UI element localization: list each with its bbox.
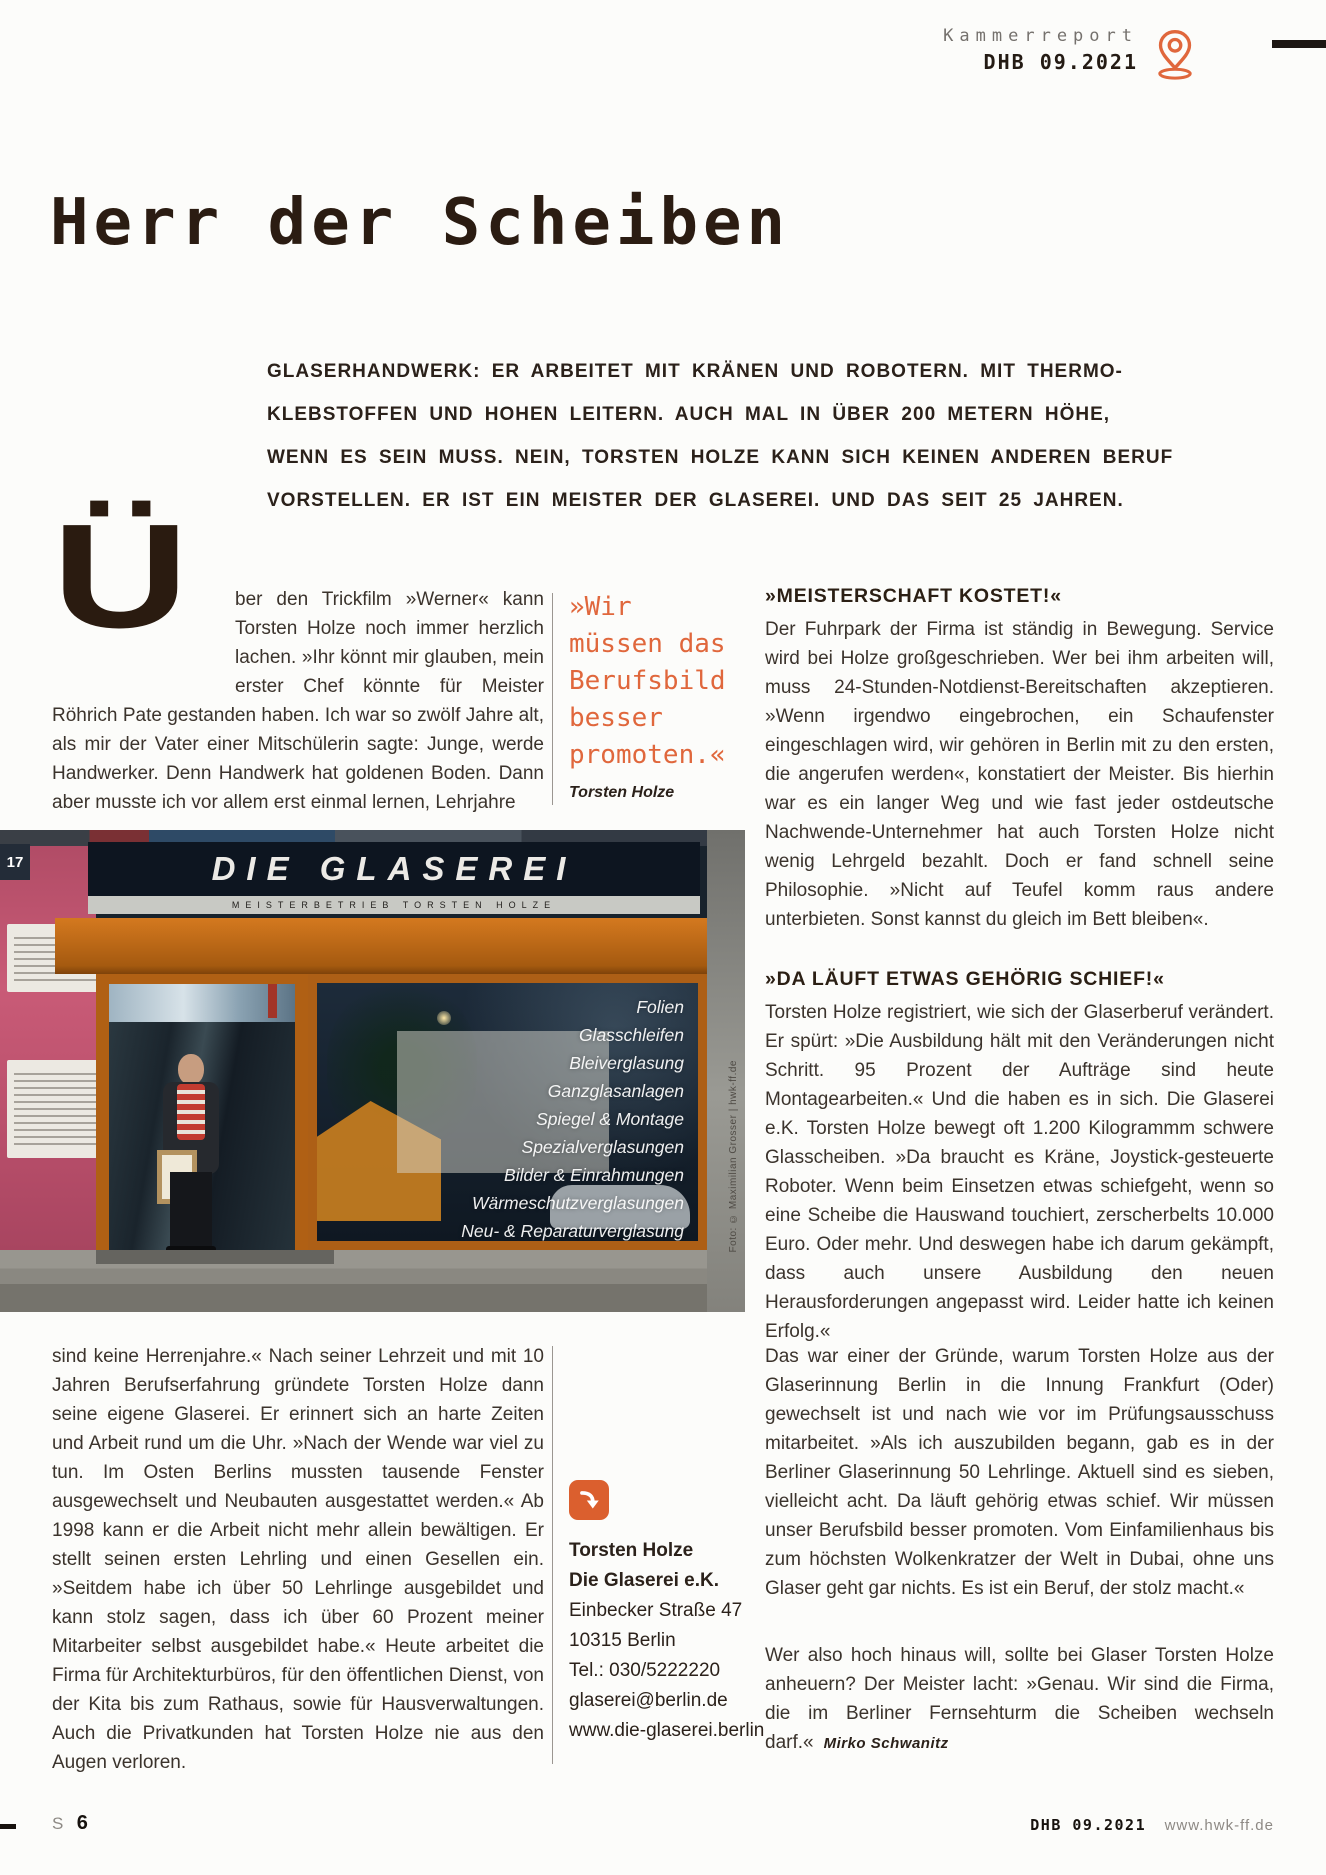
section-heading: »MEISTERSCHAFT KOSTET!« — [765, 585, 1062, 607]
window-service-list — [461, 993, 684, 1245]
service-item: Bleiverglasung — [569, 1053, 684, 1073]
article-headline: Herr der Scheiben — [50, 186, 791, 260]
quote-line: besser — [569, 703, 663, 733]
footer-rule — [0, 1824, 16, 1829]
service-item: Bilder & Einrahmungen — [504, 1165, 684, 1185]
service-item: Neu- & Reparaturverglasung — [461, 1221, 684, 1241]
service-item: Spiegel & Montage — [536, 1109, 684, 1129]
issue-label: DHB 09.2021 — [983, 50, 1138, 74]
storefront-photo — [0, 830, 745, 1312]
footer-issue — [1030, 1816, 1274, 1835]
pull-quote — [569, 589, 765, 774]
corner-rule — [1272, 40, 1326, 48]
column-divider — [552, 1346, 553, 1764]
service-item: Spezialverglasungen — [521, 1137, 684, 1157]
section-body: Torsten Holze registriert, wie sich der Glaserberuf verändert. Er spürt: »Die Ausbildung hält mit den Veränderungen nicht Schritt. 95 Prozent der Aufträge sind heute Montagearbeiten.« Und die haben es in sich. Die Glaserei e.K. Torsten Holze bewegt oft 1.200 Kilogrammm schwere Glasscheiben. »Da braucht es Kräne, Joystick-gesteuerte Roboter. Wenn beim Einsetzen etwas schiefgeht, wenn so eine Scheibe die Hauswand touchiert, zerscherbelts 10.000 Euro. Oder mehr. Und deswegen habe ich darum gekämpft, dass auch unsere Ausbildung den neuen Herausforderungen angepasst wird. Leider hatte ich keinen Erfolg.« — [765, 1002, 1274, 1342]
house-number-plate: 17 — [0, 844, 30, 880]
person-head — [178, 1054, 204, 1085]
contact-company: Die Glaserei e.K. — [569, 1570, 719, 1591]
section-heading: »DA LÄUFT ETWAS GEHÖRIG SCHIEF!« — [765, 968, 1165, 990]
article-bottom-columns — [52, 1342, 1274, 1802]
shop-sign-subtitle: MEISTERBETRIEB TORSTEN HOLZE — [231, 900, 557, 910]
photo-shop-window — [308, 974, 707, 1250]
photo-small-sign — [7, 1060, 103, 1158]
person-legs — [170, 1172, 212, 1248]
dropcap: Ü — [52, 494, 189, 659]
photo-shop-door — [96, 974, 308, 1250]
article-standfirst — [267, 350, 1227, 522]
photo-credit: Foto: © Maximilian Grosser | hwk-ff.de — [728, 1059, 739, 1252]
door-banner — [268, 984, 277, 1018]
photo-orange-fascia — [55, 918, 707, 974]
service-item: Wärmeschutzverglasungen — [471, 1193, 684, 1213]
curved-arrow-icon — [569, 1480, 609, 1520]
column-closing — [765, 1342, 1274, 1758]
photo-sidewalk — [0, 1250, 707, 1312]
column-divider — [552, 593, 553, 805]
quote-attribution: Torsten Holze — [569, 784, 675, 801]
author-byline: Mirko Schwanitz — [823, 1735, 949, 1752]
pull-quote-column — [569, 585, 765, 802]
opening-text: ber den Trickfilm »Werner« kann Torsten Holze noch immer herzlich lachen. »Ihr könnt mir glauben, mein erster Chef könnte für Meister Röhrich Pate gestanden haben. Ich war so zwölf Jahre alt, als mir der Vater einer Mitschülerin sagte: Junge, werde Handwerker. Denn Handwerk hat goldenen Boden. Dann aber musste ich vor allem erst einmal lernen, Lehrjahre — [52, 589, 544, 813]
footer-page-number: 6 — [76, 1812, 88, 1834]
photo-pink-wall — [0, 846, 96, 1250]
shop-sign-title: DIE GLASEREI — [211, 850, 577, 887]
service-item: Ganzglasanlagen — [547, 1081, 684, 1101]
section-body: Der Fuhrpark der Firma ist ständig in Bewegung. Service wird bei Holze großgeschrieben. Wer bei ihm arbeiten will, muss 24-Stunden-Notdienst-Bereitschaften akzeptieren. »Wenn irgendwo eingebrochen, ein Schaufenster eingeschlagen wird, wir gehören in Berlin mit zu den ersten, die angerufen werden«, konstatiert der Meister. Bis hierhin war es ein langer Weg und wie fast jeder ostdeutsche Nachwende-Unternehmer hat auch Torsten Holze nicht wenig Lehrgeld bezahlt. Doch er fand schnell seine Philosophie. »Nicht auf Teufel komm raus andere unterbieten. Sonst kannst du gleich im Bett bleiben«. — [765, 619, 1274, 930]
column-continuation: sind keine Herrenjahre.« Nach seiner Lehrzeit und mit 10 Jahren Berufserfahrung gründete Torsten Holze dann seine eigene Glaserei. Er erinnert sich an harte Zeiten und Arbeit rund um die Uhr. »Nach der Wende war viel zu tun. Im Osten Berlins mussten tausende Fenster ausgewechselt und Neubauten ausgestattet werden.« Ab 1998 kann er die Arbeit nicht mehr allein bewältigen. Er stellt seinen ersten Lehrling und einen Gesellen ein. »Seitdem habe ich über 50 Lehrlinge ausgebildet und kann stolz sagen, dass ich über 60 Prozent meiner Mitarbeiter selbst ausgebildet habe.« Heute arbeitet die Firma für Architekturbüros, für den öffentlichen Dienst, von der Kita bis zum Rathaus, sowie für Hausverwaltungen. Auch die Privatkunden hat Torsten Holze nie aus den Augen verloren. — [52, 1346, 544, 1773]
column-right — [765, 585, 1274, 1346]
quote-line: »Wir — [569, 592, 632, 622]
column-opening — [52, 494, 544, 817]
quote-line: Berufsbild — [569, 666, 726, 696]
contact-email: glaserei@berlin.de — [569, 1690, 728, 1711]
standfirst-line: VORSTELLEN. ER IST EIN MEISTER DER GLASEREI. UND DAS SEIT 25 JAHREN. — [267, 490, 1124, 511]
photo-person — [157, 1054, 227, 1250]
quote-line: müssen das — [569, 629, 726, 659]
shop-sign — [88, 842, 700, 896]
contact-name: Torsten Holze — [569, 1540, 694, 1561]
contact-website: www.die-glaserei.berlin — [569, 1720, 765, 1741]
standfirst-line: KLEBSTOFFEN UND HOHEN LEITERN. AUCH MAL IN ÜBER 200 METERN HÖHE, — [267, 404, 1111, 425]
standfirst-line: GLASERHANDWERK: ER ARBEITET MIT KRÄNEN UND ROBOTERN. MIT THERMO- — [267, 361, 1123, 382]
location-pin-icon — [1152, 28, 1198, 80]
contact-phone: Tel.: 030/5222220 — [569, 1660, 721, 1681]
service-item: Folien — [636, 997, 684, 1017]
shop-sign-subtitle-strip — [88, 896, 700, 914]
footer-issue-label: DHB 09.2021 — [1030, 1816, 1147, 1834]
footer-page-label: S — [52, 1814, 66, 1833]
photo-step-shadow — [96, 1250, 334, 1264]
photo-right-wall — [707, 830, 745, 1312]
contact-block — [569, 1480, 765, 1746]
standfirst-line: WENN ES SEIN MUSS. NEIN, TORSTEN HOLZE KANN SICH KEINEN ANDEREN BERUF — [267, 447, 1174, 468]
section-kicker: Kammerreport — [943, 26, 1138, 46]
window-lamp-reflection — [437, 1011, 451, 1025]
person-scarf — [177, 1084, 205, 1140]
door-transom — [109, 984, 295, 1022]
closing-paragraph — [765, 1641, 1274, 1758]
footer-page — [52, 1812, 88, 1835]
contact-street: Einbecker Straße 47 — [569, 1600, 743, 1621]
contact-city: 10315 Berlin — [569, 1630, 676, 1651]
closing-paragraph: Das war einer der Gründe, warum Torsten Holze aus der Glaserinnung Berlin in die Innung Frankfurt (Oder) gewechselt ist und nach wie vor im Prüfungsausschuss mitarbeitet. »Als ich auszubilden begann, gab es in der Berliner Glaserinnung 50 Lehrlinge. Aktuell sind es sieben, vielleicht acht. Da läuft gehörig etwas schief. Wir müssen unser Berufsbild besser promoten. Vom Einfamilienhaus bis zum höchsten Wolkenkratzer der Welt in Dubai, ohne uns Glaser geht gar nichts. Es ist ein Beruf, der stolz macht.« — [765, 1346, 1274, 1599]
quote-line: promoten.« — [569, 740, 726, 770]
page-header — [943, 26, 1138, 74]
closing-text: Wer also hoch hinaus will, sollte bei Glaser Torsten Holze anheuern? Der Meister lacht: »Genau. Wir sind die Firma, die im Berliner Fernsehturm die Scheiben wechseln darf.« — [765, 1645, 1274, 1753]
footer-website: www.hwk-ff.de — [1164, 1817, 1274, 1834]
service-item: Glasschleifen — [578, 1025, 684, 1045]
